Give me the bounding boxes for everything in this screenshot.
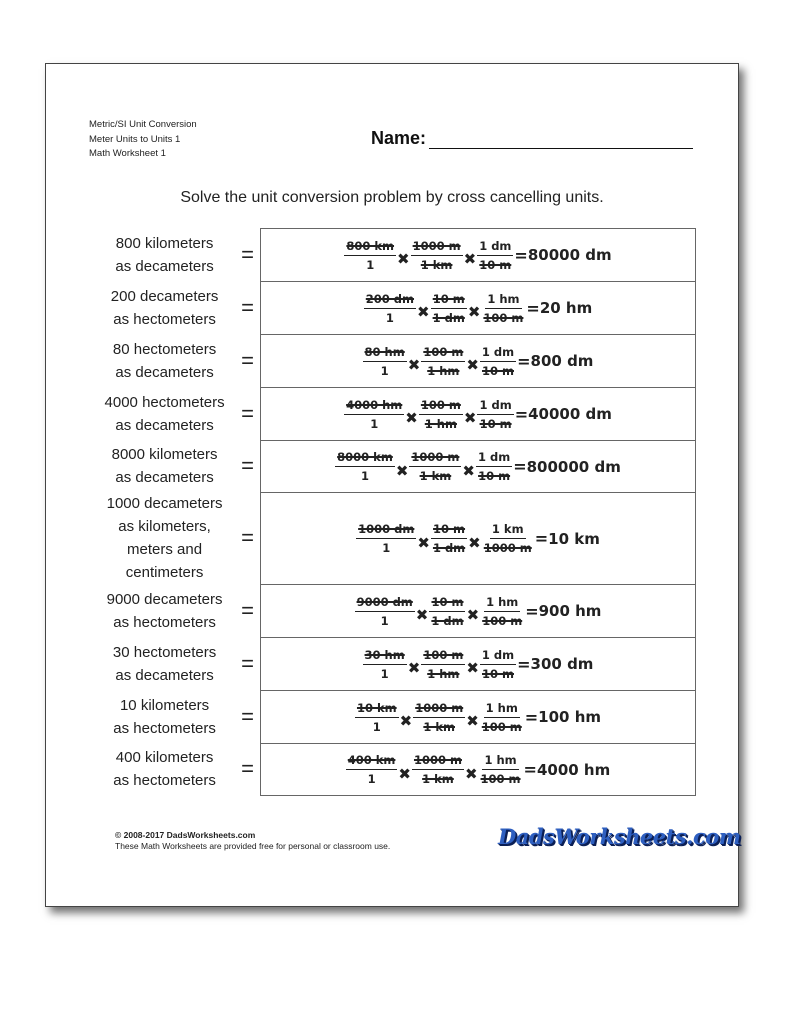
fraction-numerator: 400 km: [346, 753, 398, 770]
multiply-sign: ✖: [407, 659, 421, 677]
copyright: © 2008-2017 DadsWorksheets.com: [115, 830, 256, 840]
multiply-sign: ✖: [417, 533, 430, 552]
question-line: as decameters: [115, 469, 214, 486]
worksheet-meta: [89, 118, 197, 162]
multiply-sign: ✖: [466, 712, 479, 730]
fraction-denominator: 100 m: [482, 613, 523, 628]
meta-line-2: Meter Units to Units 1: [89, 133, 181, 145]
multiply-sign: ✖: [466, 606, 480, 624]
answer-cell: [261, 493, 695, 585]
fraction-numerator: 4000 hm: [344, 398, 404, 415]
fraction-numerator: 10 m: [431, 522, 467, 539]
question-text: [86, 443, 243, 489]
footer: [115, 830, 390, 852]
question-equals-sign: =: [241, 525, 254, 550]
question: [86, 228, 254, 281]
question-line: meters and: [127, 541, 203, 558]
fraction-numerator: 1 dm: [477, 398, 513, 415]
conversion-fraction: [364, 292, 416, 325]
fraction-denominator: 1: [380, 666, 389, 681]
question-line: 9000 decameters: [106, 590, 223, 608]
question-text: [86, 232, 243, 278]
conversion-fraction: [335, 450, 395, 483]
answer-value: 10 km: [548, 529, 600, 548]
question-line: as hectometers: [113, 719, 216, 737]
conversion-fraction: [476, 450, 512, 483]
fraction-denominator: 1: [372, 719, 381, 734]
question-line: 8000 kilometers: [111, 446, 218, 463]
fraction-denominator: 1 km: [423, 719, 455, 734]
conversion-fraction: [355, 595, 415, 628]
question: [86, 492, 254, 584]
multiply-sign: ✖: [466, 659, 479, 677]
conversion-fraction: [480, 595, 524, 628]
fraction-numerator: 1000 m: [411, 239, 463, 256]
fraction-numerator: 1000 m: [412, 753, 464, 770]
conversion-fraction: [363, 648, 407, 681]
answer-cell: [261, 585, 695, 638]
question-line: as hectometers: [113, 772, 216, 789]
fraction-numerator: 1 dm: [476, 450, 512, 467]
equals-sign: =: [525, 601, 539, 621]
fraction-numerator: 10 km: [355, 701, 399, 718]
fraction-denominator: 10 m: [479, 257, 512, 272]
question-line: 200 decameters: [110, 287, 219, 305]
fraction-numerator: 1000 m: [413, 701, 465, 718]
equals-sign: =: [514, 245, 528, 265]
fraction-denominator: 1 dm: [432, 541, 466, 555]
answer-grid: [260, 228, 696, 796]
answer-value: 20 hm: [539, 299, 593, 317]
question-line: as decameters: [115, 666, 214, 684]
conversion-fraction: [480, 701, 524, 734]
question-line: 10 kilometers: [119, 696, 210, 714]
answer-value: 100 hm: [538, 708, 602, 726]
fraction-numerator: 100 m: [419, 398, 463, 415]
question-text: [86, 588, 243, 634]
conversion-expression: [363, 648, 594, 681]
question-line: as decameters: [115, 363, 214, 381]
conversion-fraction: [356, 522, 416, 555]
fraction-numerator: 1 dm: [480, 345, 516, 362]
conversion-expression: [335, 450, 621, 483]
fraction-denominator: 1 hm: [427, 666, 460, 681]
question: [86, 637, 254, 690]
fraction-numerator: 10 m: [431, 292, 467, 309]
answer-value: 800000 dm: [526, 457, 621, 476]
answer-cell: [261, 388, 695, 441]
fraction-numerator: 8000 km: [335, 450, 395, 467]
equals-sign: =: [524, 707, 539, 727]
fraction-numerator: 80 hm: [363, 345, 407, 362]
conversion-fraction: [431, 522, 467, 555]
fraction-denominator: 1: [360, 469, 369, 483]
conversion-expression: [364, 292, 592, 325]
question: [86, 440, 254, 492]
question-line: 80 hectometers: [112, 340, 217, 358]
multiply-sign: ✖: [463, 250, 477, 268]
question-line: as kilometers,: [118, 518, 211, 535]
equals-sign: =: [513, 457, 527, 476]
answer-value: 4000 hm: [536, 760, 611, 779]
conversion-fraction: [477, 239, 513, 272]
conversion-fraction: [421, 648, 465, 681]
question-equals-sign: =: [241, 453, 254, 478]
conversion-fraction: [344, 398, 404, 431]
conversion-fraction: [412, 753, 464, 786]
conversion-fraction: [363, 345, 407, 378]
question-equals-sign: =: [241, 650, 254, 676]
multiply-sign: ✖: [415, 606, 429, 624]
question-equals-sign: =: [241, 597, 254, 623]
answer-cell: [261, 229, 695, 282]
question-text: [86, 641, 243, 687]
question-text: [86, 694, 243, 740]
question: [86, 584, 254, 637]
answer-cell: [261, 282, 695, 335]
fraction-denominator: 1 km: [420, 257, 453, 272]
answer-cell: [261, 744, 695, 796]
fraction-numerator: 200 dm: [364, 292, 416, 309]
fraction-denominator: 1: [385, 310, 394, 325]
question-equals-sign: =: [241, 241, 254, 267]
answer-value: 300 dm: [530, 655, 594, 673]
question: [86, 690, 254, 743]
question-line: 30 hectometers: [112, 643, 217, 661]
conversion-fraction: [409, 450, 461, 483]
fraction-numerator: 1 hm: [485, 292, 521, 309]
answer-cell: [261, 638, 695, 691]
conversion-expression: [344, 239, 611, 272]
answer-value: 900 hm: [538, 602, 602, 620]
fraction-numerator: 1 hm: [484, 701, 520, 718]
answer-cell: [261, 441, 695, 493]
multiply-sign: ✖: [407, 356, 421, 374]
fraction-numerator: 100 m: [421, 648, 465, 665]
conversion-fraction: [480, 648, 516, 681]
fraction-numerator: 100 m: [421, 345, 465, 362]
fraction-denominator: 1 hm: [427, 363, 460, 378]
question-line: 1000 decameters: [106, 495, 223, 512]
conversion-fraction: [346, 753, 398, 786]
conversion-expression: [355, 595, 602, 628]
multiply-sign: ✖: [467, 303, 481, 321]
fraction-denominator: 100 m: [480, 772, 521, 786]
fraction-numerator: 1 dm: [477, 239, 513, 256]
question: [86, 387, 254, 440]
question-line: as decameters: [115, 257, 214, 275]
meta-line-1: Metric/SI Unit Conversion: [89, 119, 197, 130]
multiply-sign: ✖: [468, 533, 481, 552]
conversion-fraction: [411, 239, 463, 272]
worksheet-page: [45, 63, 739, 907]
conversion-fraction: [479, 753, 523, 786]
conversion-fraction: [429, 595, 465, 628]
fraction-numerator: 30 hm: [363, 648, 407, 665]
multiply-sign: ✖: [397, 250, 410, 268]
fraction-denominator: 10 m: [479, 416, 512, 431]
equals-sign: =: [517, 654, 531, 674]
fraction-numerator: 1000 m: [409, 450, 461, 467]
conversion-expression: [363, 345, 594, 378]
conversion-fraction: [355, 701, 399, 734]
fraction-denominator: 1: [382, 541, 391, 555]
dadsworksheets-logo: DadsWorksheets.com: [498, 824, 741, 849]
multiply-sign: ✖: [417, 303, 430, 321]
fraction-numerator: 800 km: [344, 239, 396, 256]
multiply-sign: ✖: [399, 712, 413, 730]
instructions: Solve the unit conversion problem by cross cancelling units.: [180, 189, 604, 206]
equals-sign: =: [523, 760, 537, 779]
conversion-expression: [346, 753, 610, 786]
question: [86, 743, 254, 795]
fraction-numerator: 9000 dm: [355, 595, 415, 612]
fraction-numerator: 1 km: [490, 522, 526, 539]
fraction-denominator: 1000 m: [483, 541, 532, 555]
fraction-denominator: 1: [367, 772, 376, 786]
question: [86, 281, 254, 334]
multiply-sign: ✖: [466, 356, 479, 374]
equals-sign: =: [517, 351, 531, 371]
multiply-sign: ✖: [463, 409, 477, 427]
conversion-fraction: [431, 292, 467, 325]
answer-cell: [261, 691, 695, 744]
answer-value: 800 dm: [530, 352, 594, 370]
question-text: [86, 285, 243, 331]
fraction-denominator: 10 m: [478, 469, 511, 483]
fraction-denominator: 100 m: [481, 719, 522, 734]
question-equals-sign: =: [241, 347, 254, 373]
name-blank-line: [429, 148, 693, 149]
multiply-sign: ✖: [398, 764, 411, 783]
multiply-sign: ✖: [395, 461, 409, 480]
fraction-numerator: 1 hm: [484, 595, 520, 612]
conversion-fraction: [482, 522, 534, 555]
fraction-denominator: 10 m: [482, 666, 514, 681]
question-equals-sign: =: [241, 703, 254, 729]
conversion-expression: [356, 522, 600, 555]
fraction-denominator: 1 dm: [432, 310, 465, 325]
multiply-sign: ✖: [462, 461, 475, 480]
question: [86, 334, 254, 387]
fraction-denominator: 1 dm: [431, 613, 464, 628]
multiply-sign: ✖: [464, 764, 478, 783]
question-line: 400 kilometers: [115, 749, 214, 766]
fraction-numerator: 1000 dm: [356, 522, 416, 539]
conversion-expression: [344, 398, 612, 431]
question-text: [86, 746, 243, 792]
fraction-numerator: 1 hm: [482, 753, 518, 770]
conversion-fraction: [477, 398, 513, 431]
question-equals-sign: =: [241, 756, 254, 781]
conversion-fraction: [421, 345, 465, 378]
conversion-expression: [355, 701, 601, 734]
fraction-denominator: 1 hm: [424, 416, 457, 431]
name-label: Name:: [371, 128, 427, 148]
question-line: as hectometers: [113, 310, 216, 328]
question-text: [86, 492, 243, 584]
fraction-denominator: 100 m: [483, 310, 524, 325]
meta-line-3: Math Worksheet 1: [89, 148, 166, 159]
question-line: 4000 hectometers: [104, 393, 225, 411]
fraction-denominator: 1 km: [422, 772, 454, 786]
equals-sign: =: [534, 529, 549, 548]
conversion-fraction: [344, 239, 396, 272]
answer-value: 80000 dm: [527, 246, 612, 264]
question-text: [86, 391, 243, 437]
fraction-denominator: 1: [380, 613, 389, 628]
question-text: [86, 338, 243, 384]
question-equals-sign: =: [241, 400, 254, 426]
answer-value: 40000 dm: [528, 405, 612, 423]
footer-note: These Math Worksheets are provided free for personal or classroom use.: [115, 841, 391, 851]
question-equals-sign: =: [241, 294, 254, 320]
fraction-numerator: 1 dm: [480, 648, 516, 665]
equals-sign: =: [514, 404, 529, 424]
conversion-fraction: [419, 398, 463, 431]
fraction-denominator: 1 km: [419, 469, 452, 483]
fraction-denominator: 1: [380, 363, 389, 378]
question-line: centimeters: [125, 564, 204, 581]
fraction-denominator: 10 m: [482, 363, 514, 378]
fraction-numerator: 10 m: [429, 595, 465, 612]
equals-sign: =: [526, 298, 540, 318]
question-line: 800 kilometers: [115, 234, 214, 252]
answer-cell: [261, 335, 695, 388]
question-line: as hectometers: [113, 613, 216, 631]
conversion-fraction: [413, 701, 465, 734]
conversion-fraction: [481, 292, 525, 325]
multiply-sign: ✖: [405, 409, 418, 427]
question-line: as decameters: [115, 416, 214, 434]
conversion-fraction: [480, 345, 516, 378]
fraction-denominator: 1: [366, 257, 375, 272]
fraction-denominator: 1: [370, 416, 379, 431]
